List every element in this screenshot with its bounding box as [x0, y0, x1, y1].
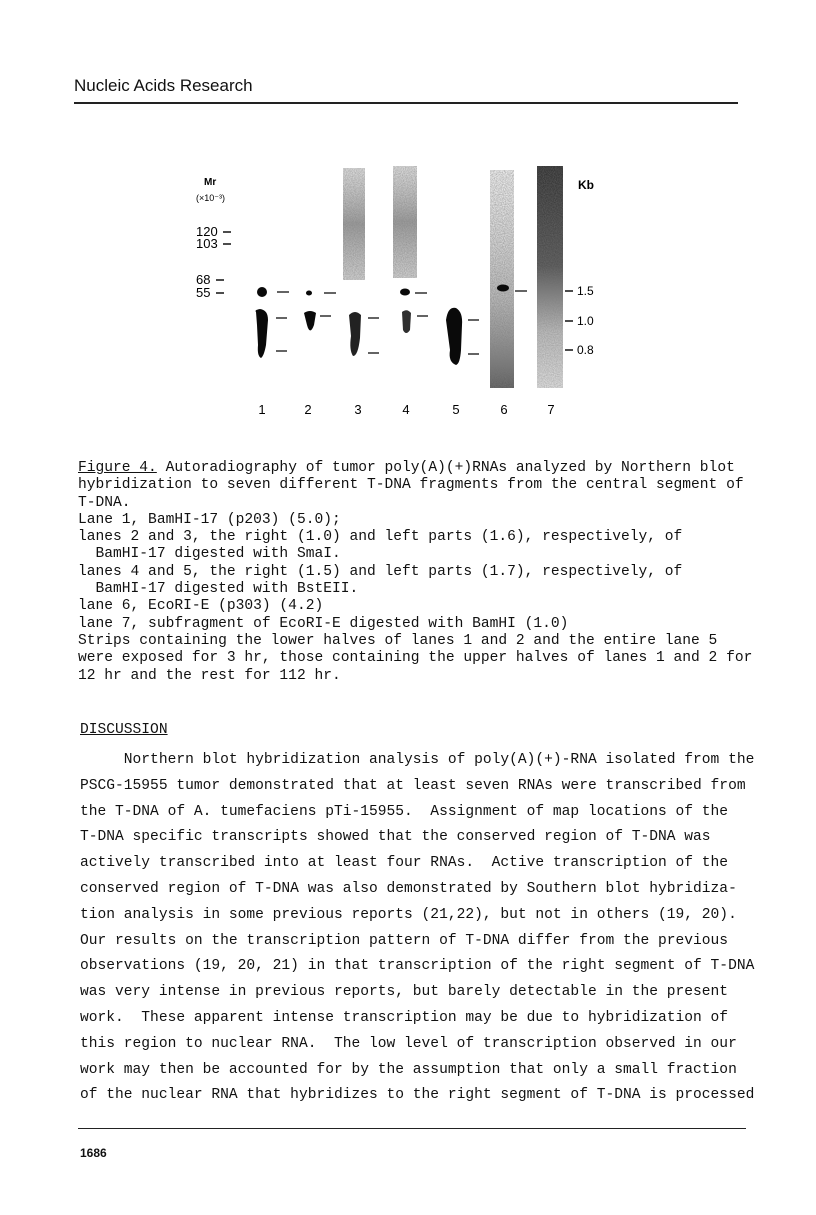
mr-marker-55: 55 — [196, 285, 211, 300]
kb-marker-0-8: 0.8 — [577, 343, 594, 357]
lane-4-band-lower — [402, 310, 411, 333]
lane-5-band — [446, 308, 462, 365]
page-number: 1686 — [80, 1146, 107, 1160]
footer-rule — [78, 1128, 746, 1129]
body-line: Northern blot hybridization analysis of poly(A)(+)-RNA isolated from the — [80, 752, 755, 768]
left-marker-labels — [196, 224, 231, 300]
body-line: actively transcribed into at least four RNAs. Active transcription of the — [80, 855, 729, 872]
body-line: T-DNA specific transcripts showed that the conserved region of T-DNA was — [80, 829, 711, 846]
body-line: PSCG-15955 tumor demonstrated that at least seven RNAs were transcribed from — [80, 777, 746, 794]
caption-line: lane 6, EcoRI-E (p303) (4.2) — [78, 598, 324, 615]
body-line: this region to nuclear RNA. The low level of transcription observed in our — [80, 1035, 737, 1052]
lane-number-3: 3 — [354, 402, 362, 417]
lane-number-6: 6 — [500, 402, 508, 417]
lane-number-1: 1 — [258, 402, 266, 417]
caption-line: T-DNA. — [78, 494, 131, 511]
mr-label: Mr — [204, 177, 217, 188]
mr-unit-label: (×10⁻³) — [196, 193, 226, 203]
mr-marker-68: 68 — [196, 272, 211, 287]
body-line: the T-DNA of A. tumefaciens pTi-15955. Assignment of map locations of the — [80, 803, 729, 820]
figure-caption — [78, 460, 752, 685]
caption-line: hybridization to seven different T-DNA fragments from the central segment of — [78, 477, 744, 494]
body-line: was very intense in previous reports, but barely detectable in the present — [80, 984, 729, 1001]
body-line: of the nuclear RNA that hybridizes to the right segment of T-DNA is processed — [80, 1087, 755, 1104]
lane-1-band-lower — [256, 309, 269, 358]
body-line: work may then be accounted for by the assumption that only a small fraction — [80, 1061, 737, 1078]
lane-6-band — [497, 285, 509, 292]
lane-7-grain — [537, 166, 563, 388]
lane-3-band — [349, 312, 361, 356]
lane-6-grain — [490, 170, 514, 388]
body-line: observations (19, 20, 21) in that transcription of the right segment of T-DNA — [80, 958, 755, 975]
body-line: conserved region of T-DNA was also demonstrated by Southern blot hybridiza- — [80, 880, 737, 897]
lane-number-4: 4 — [402, 402, 410, 417]
lane-number-2: 2 — [304, 402, 312, 417]
discussion-heading: DISCUSSION — [80, 722, 168, 738]
header-rule — [74, 102, 738, 104]
caption-line: Autoradiography of tumor poly(A)(+)RNAs analyzed by Northern blot — [156, 460, 735, 476]
kb-marker-1-5: 1.5 — [577, 284, 594, 298]
lane-2-band-upper — [306, 291, 312, 296]
discussion-body — [80, 748, 754, 1109]
caption-line: lane 7, subfragment of EcoRI-E digested with BamHI (1.0) — [78, 615, 569, 632]
northern-blot-figure — [190, 160, 630, 430]
caption-line: 12 hr and the rest for 112 hr. — [78, 667, 341, 684]
lane-2-band-lower — [304, 311, 316, 331]
lane-3-grain — [343, 168, 365, 280]
bands — [256, 285, 510, 366]
lane-number-5: 5 — [452, 402, 460, 417]
journal-title: Nucleic Acids Research — [74, 76, 253, 95]
kb-label: Kb — [578, 178, 594, 192]
kb-marker-1-0: 1.0 — [577, 314, 594, 328]
mr-marker-103: 103 — [196, 236, 218, 251]
caption-line: were exposed for 3 hr, those containing the upper halves of lanes 1 and 2 for — [78, 650, 753, 667]
right-marker-labels — [565, 284, 594, 357]
lane-4-grain — [393, 166, 417, 278]
body-line: work. These apparent intense transcription may be due to hybridization of — [80, 1009, 729, 1026]
body-line: tion analysis in some previous reports (21,22), but not in others (19, 20). — [80, 906, 737, 923]
caption-line: BamHI-17 digested with BstEII. — [78, 581, 359, 598]
mr-marker-120: 120 — [196, 224, 218, 239]
caption-line: Lane 1, BamHI-17 (p203) (5.0); — [78, 511, 341, 528]
caption-line: BamHI-17 digested with SmaI. — [78, 546, 341, 563]
lane-number-7: 7 — [547, 402, 555, 417]
caption-line: lanes 2 and 3, the right (1.0) and left parts (1.6), respectively, of — [78, 529, 683, 546]
figure-label: Figure 4. — [78, 460, 157, 476]
lane-1-band-upper — [257, 287, 267, 297]
body-line: Our results on the transcription pattern of T-DNA differ from the previous — [80, 932, 729, 949]
lane-4-band-upper — [400, 289, 410, 296]
lane-numbers — [258, 402, 554, 417]
caption-line: Strips containing the lower halves of lanes 1 and 2 and the entire lane 5 — [78, 632, 718, 649]
caption-line: lanes 4 and 5, the right (1.5) and left parts (1.7), respectively, of — [78, 563, 683, 580]
